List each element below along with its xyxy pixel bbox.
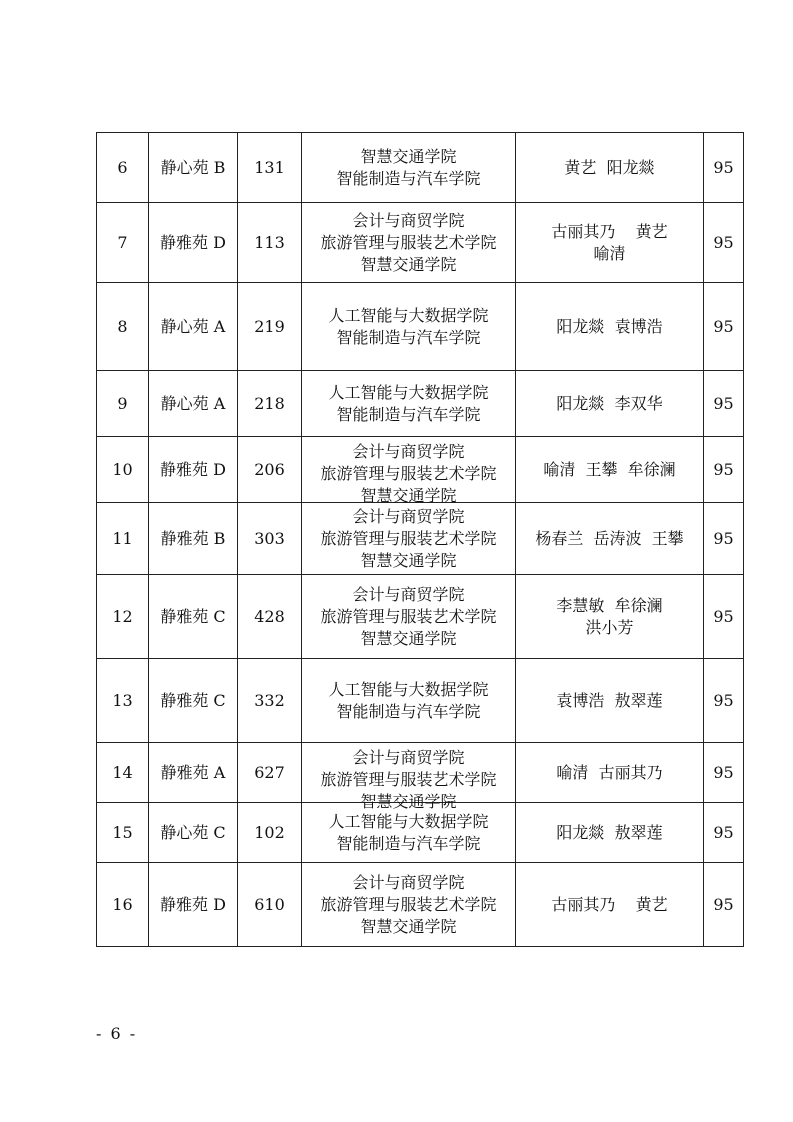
building-cell: 静雅苑 D — [149, 863, 238, 947]
building-cell: 静雅苑 D — [149, 437, 238, 503]
colleges-list — [302, 747, 515, 811]
colleges-cell — [302, 203, 516, 283]
score-cell: 95 — [704, 743, 744, 803]
room-cell: 627 — [238, 743, 302, 803]
colleges-cell — [302, 437, 516, 503]
teachers-cell — [516, 133, 704, 203]
college-name: 智慧交通学院 — [360, 485, 457, 505]
colleges-list — [302, 305, 515, 349]
college-name: 旅游管理与服装艺术学院 — [320, 463, 497, 483]
room-cell: 113 — [238, 203, 302, 283]
table-row — [97, 659, 744, 743]
table-row — [97, 371, 744, 437]
building-cell: 静心苑 B — [149, 133, 238, 203]
room-cell: 218 — [238, 371, 302, 437]
teacher-names: 古丽其乃 黄艺 — [551, 221, 668, 241]
colleges-list — [302, 584, 515, 650]
teacher-names: 阳龙燚 李双华 — [556, 393, 663, 413]
teachers-cell — [516, 659, 704, 743]
college-name: 智能制造与汽车学院 — [336, 327, 481, 347]
college-name: 会计与商贸学院 — [352, 747, 465, 767]
teacher-names: 喻清 — [593, 243, 626, 263]
score-cell: 95 — [704, 437, 744, 503]
college-name: 会计与商贸学院 — [352, 210, 465, 230]
score-cell: 95 — [704, 575, 744, 659]
row-number: 15 — [97, 803, 149, 863]
college-name: 旅游管理与服装艺术学院 — [320, 894, 497, 914]
room-cell: 102 — [238, 803, 302, 863]
college-name: 旅游管理与服装艺术学院 — [320, 528, 497, 548]
teacher-names: 阳龙燚 袁博浩 — [556, 316, 663, 336]
teacher-names: 袁博浩 敖翠莲 — [556, 690, 663, 710]
teacher-names: 杨春兰 岳涛波 王攀 — [535, 528, 684, 548]
colleges-cell — [302, 803, 516, 863]
colleges-cell — [302, 743, 516, 811]
college-name: 人工智能与大数据学院 — [328, 382, 489, 402]
score-cell: 95 — [704, 133, 744, 203]
college-name: 智慧交通学院 — [360, 146, 457, 166]
colleges-list — [302, 382, 515, 426]
colleges-list — [302, 506, 515, 572]
row-number: 7 — [97, 203, 149, 283]
college-name: 会计与商贸学院 — [352, 441, 465, 461]
college-name: 智慧交通学院 — [360, 254, 457, 274]
college-name: 会计与商贸学院 — [352, 584, 465, 604]
teachers-cell — [516, 437, 704, 503]
teachers-cell — [516, 283, 704, 371]
teachers-cell — [516, 503, 704, 575]
teachers-cell — [516, 803, 704, 863]
colleges-cell — [302, 863, 516, 947]
colleges-list — [302, 441, 515, 505]
row-number: 14 — [97, 743, 149, 803]
college-name: 人工智能与大数据学院 — [328, 305, 489, 325]
score-cell: 95 — [704, 371, 744, 437]
row-number: 8 — [97, 283, 149, 371]
teacher-names: 洪小芳 — [585, 617, 634, 637]
room-cell: 428 — [238, 575, 302, 659]
row-number: 6 — [97, 133, 149, 203]
room-cell: 219 — [238, 283, 302, 371]
college-name: 会计与商贸学院 — [352, 506, 465, 526]
college-name: 智慧交通学院 — [360, 791, 457, 811]
colleges-cell — [302, 371, 516, 437]
colleges-list — [302, 210, 515, 276]
teachers-cell — [516, 863, 704, 947]
teachers-cell — [516, 743, 704, 803]
teacher-names: 古丽其乃 黄艺 — [551, 894, 668, 914]
building-cell: 静心苑 C — [149, 803, 238, 863]
building-cell: 静雅苑 B — [149, 503, 238, 575]
building-cell: 静心苑 A — [149, 371, 238, 437]
table-row — [97, 803, 744, 863]
score-cell: 95 — [704, 659, 744, 743]
row-number: 16 — [97, 863, 149, 947]
dorm-inspection-table — [96, 132, 744, 947]
building-cell: 静雅苑 A — [149, 743, 238, 803]
room-cell: 131 — [238, 133, 302, 203]
room-cell: 206 — [238, 437, 302, 503]
building-cell: 静雅苑 C — [149, 659, 238, 743]
table-row — [97, 503, 744, 575]
colleges-list — [302, 679, 515, 723]
colleges-list — [302, 872, 515, 938]
college-name: 旅游管理与服装艺术学院 — [320, 769, 497, 789]
teachers-cell — [516, 575, 704, 659]
score-cell: 95 — [704, 503, 744, 575]
building-cell: 静雅苑 C — [149, 575, 238, 659]
teachers-cell — [516, 371, 704, 437]
page-number: - 6 - — [96, 1024, 138, 1043]
room-cell: 303 — [238, 503, 302, 575]
score-cell: 95 — [704, 283, 744, 371]
teachers-cell — [516, 203, 704, 283]
college-name: 智能制造与汽车学院 — [336, 701, 481, 721]
table-row — [97, 203, 744, 283]
colleges-cell — [302, 283, 516, 371]
room-cell: 610 — [238, 863, 302, 947]
teacher-names: 李慧敏 牟徐澜 — [556, 595, 663, 615]
college-name: 智慧交通学院 — [360, 916, 457, 936]
score-cell: 95 — [704, 203, 744, 283]
colleges-cell — [302, 575, 516, 659]
table-row — [97, 863, 744, 947]
score-cell: 95 — [704, 863, 744, 947]
table-row — [97, 437, 744, 503]
college-name: 旅游管理与服装艺术学院 — [320, 232, 497, 252]
row-number: 13 — [97, 659, 149, 743]
college-name: 人工智能与大数据学院 — [328, 679, 489, 699]
table-row — [97, 283, 744, 371]
building-cell: 静心苑 A — [149, 283, 238, 371]
college-name: 智能制造与汽车学院 — [336, 833, 481, 853]
row-number: 10 — [97, 437, 149, 503]
college-name: 智能制造与汽车学院 — [336, 168, 481, 188]
building-cell: 静雅苑 D — [149, 203, 238, 283]
teacher-names: 阳龙燚 敖翠莲 — [556, 822, 663, 842]
row-number: 9 — [97, 371, 149, 437]
college-name: 会计与商贸学院 — [352, 872, 465, 892]
colleges-cell — [302, 133, 516, 203]
colleges-cell — [302, 503, 516, 575]
college-name: 旅游管理与服装艺术学院 — [320, 606, 497, 626]
teacher-names: 喻清 王攀 牟徐澜 — [543, 459, 676, 479]
table-row — [97, 575, 744, 659]
college-name: 智慧交通学院 — [360, 628, 457, 648]
college-name: 智能制造与汽车学院 — [336, 404, 481, 424]
colleges-list — [302, 146, 515, 190]
room-cell: 332 — [238, 659, 302, 743]
row-number: 12 — [97, 575, 149, 659]
colleges-list — [302, 811, 515, 855]
score-cell: 95 — [704, 803, 744, 863]
college-name: 智慧交通学院 — [360, 550, 457, 570]
teacher-names: 喻清 古丽其乃 — [556, 762, 663, 782]
colleges-cell — [302, 659, 516, 743]
table-row — [97, 743, 744, 803]
teacher-names: 黄艺 阳龙燚 — [564, 157, 655, 177]
table-body — [97, 133, 744, 947]
table-row — [97, 133, 744, 203]
college-name: 人工智能与大数据学院 — [328, 811, 489, 831]
row-number: 11 — [97, 503, 149, 575]
